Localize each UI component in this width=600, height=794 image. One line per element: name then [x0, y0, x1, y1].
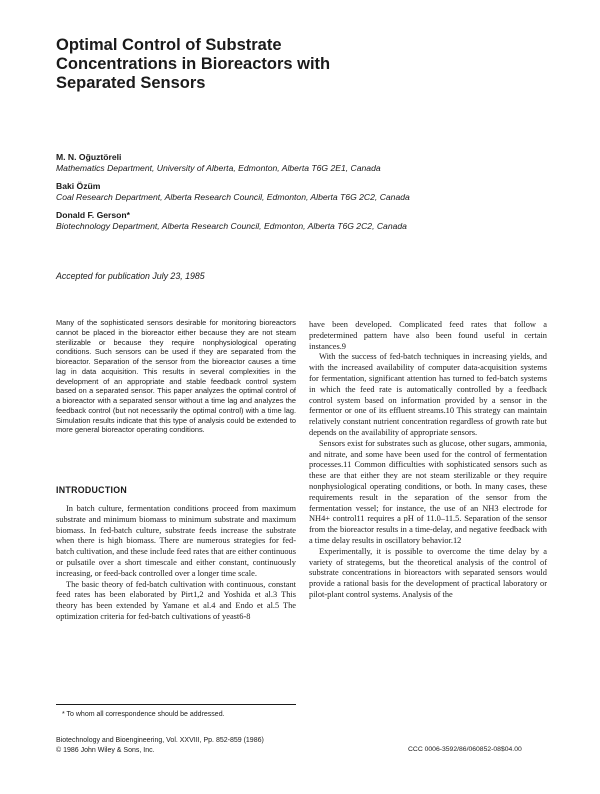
- title-line: Optimal Control of Substrate: [56, 36, 282, 54]
- paragraph: The basic theory of fed-batch cultivation with continuous, constant feed rates has been elaborated by Pirt1,2 and Yoshida et al.3 This theory has been extended by Yamane et al.4 and Endo et al.5 The optimization criteria for fed-batch cultivations of yeast6-8: [56, 579, 296, 621]
- author: [56, 152, 476, 173]
- section-heading: INTRODUCTION: [56, 485, 128, 495]
- author: [56, 181, 476, 202]
- author-affiliation: Coal Research Department, Alberta Research Council, Edmonton, Alberta T6G 2C2, Canada: [56, 191, 410, 202]
- author-name: Baki Özüm: [56, 181, 101, 191]
- accepted-date: Accepted for publication July 23, 1985: [56, 271, 205, 281]
- abstract: Many of the sophisticated sensors desirable for monitoring bioreactors cannot be placed in the bioreactor either because they are not steam sterilizable or because they require nonphysiological operating conditions. Such sensors can be used if they are separated from the bioreactor. Separation of the sensor from the bioreactor causes a time lag in data acquisition. This results in several complexities in the development of an appropriate and stable feedback control system based on a separated sensor. This paper analyzes the optimal control of a bioreactor with a separated sensor without a time lag and analyzes the feedback control (but not necessarily the optimal control) with a time lag. Simulation results indicate that this type of analysis could be extended to more general bioreactor operating conditions.: [56, 318, 296, 435]
- title-line: Concentrations in Bioreactors with: [56, 55, 331, 73]
- paragraph: Sensors exist for substrates such as glucose, other sugars, ammonia, and nitrate, and some have been used for the control of fermentation processes.11 Common difficulties with sophisticated sensors such as these are that either they are not steam sterilizable or they require nonphysiological operating conditions, or both. In many cases, these requirements result in the separation of the sensor from the fermentation vessel; for instance, the use of an NH3 electrode for NH4+ control11 requires a pH of 11.0–11.5. Separation of the sensor from the bioreactor results in a time-delay, and negative feedback with a time delay results in oscillatory behavior.12: [309, 438, 547, 545]
- intro-left-column: [56, 504, 296, 623]
- ccc-code: CCC 0006-3592/86/060852-08$04.00: [408, 746, 522, 753]
- intro-right-column: [309, 320, 547, 601]
- paragraph: In batch culture, fermentation conditions proceed from maximum substrate and minimum biomass to minimum substrate and maximum biomass. In fed-batch culture, substrate feeds increase the substrate when there is high biomass. There are numerous strategies for fed-batch cultivation, and these include feed rates that are either continuous or pulsatile over a short timescale and either constant, continuously increasing, or feed-back controlled over a longer time scale.: [56, 504, 296, 578]
- title-line: Separated Sensors: [56, 74, 206, 92]
- footnote: * To whom all correspondence should be addressed.: [62, 711, 225, 718]
- author: [56, 210, 476, 231]
- author-block: [56, 152, 476, 239]
- journal-citation: [56, 736, 316, 755]
- author-affiliation: Mathematics Department, University of Alberta, Edmonton, Alberta T6G 2E1, Canada: [56, 162, 381, 173]
- journal-line: Biotechnology and Bioengineering, Vol. XXVIII, Pp. 852-859 (1986): [56, 737, 264, 744]
- paper-title: [56, 36, 436, 93]
- author-name: M. N. Oğuztöreli: [56, 152, 122, 162]
- copyright-line: © 1986 John Wiley & Sons, Inc.: [56, 746, 155, 754]
- paragraph-continued: have been developed. Complicated feed rates that follow a predetermined pattern have also been found useful in certain instances.9: [309, 320, 547, 351]
- author-name: Donald F. Gerson*: [56, 210, 131, 220]
- paragraph: With the success of fed-batch techniques in increasing yields, and with the increased availability of computer data-acquisition systems for fermentation, significant attention has turned to fed-batch systems in which the feed rate is automatically controlled by a feedback control system based on information provided by a sensor in the fermentor or one of its effluent streams.10 This strategy can maintain relatively constant nutrient concentration regardless of growth rate but depends on the availability of appropriate sensors.: [309, 352, 547, 437]
- author-affiliation: Biotechnology Department, Alberta Research Council, Edmonton, Alberta T6G 2C2, Canada: [56, 220, 407, 231]
- footnote-divider: [56, 704, 296, 705]
- paragraph: Experimentally, it is possible to overcome the time delay by a variety of strategems, but the theoretical analysis of the control of substrate concentrations in bioreactors with separated sensors would provide a rational basis for the development of practical laboratory or pilot-plant control systems. Analysis of the: [309, 546, 547, 599]
